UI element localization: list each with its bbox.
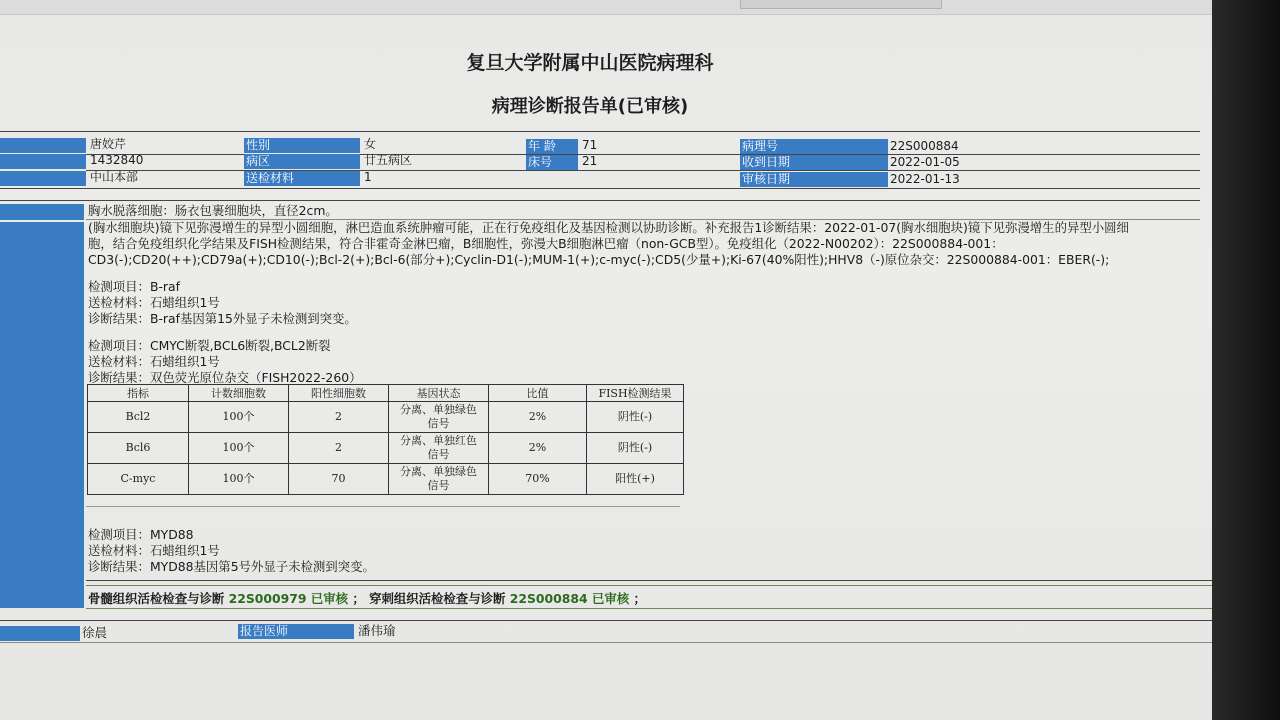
table-cell: 70% xyxy=(489,464,587,495)
related-status-1: 已审核 xyxy=(310,591,349,606)
braf-section xyxy=(88,279,357,328)
table-cell: Bcl2 xyxy=(88,402,189,433)
table-row xyxy=(88,402,684,433)
myd88-material: 送检材料：石蜡组织1号 xyxy=(88,543,220,559)
table-cell: 阴性(-) xyxy=(587,402,684,433)
table-cell: 分离、单独红色信号 xyxy=(389,433,489,464)
diagnosis-text xyxy=(88,220,1198,269)
name-label-bar xyxy=(0,138,86,153)
table-cell: 100个 xyxy=(189,464,289,495)
reviewed-label: 审核日期 xyxy=(740,172,888,187)
specimen-label: 送检材料 xyxy=(244,171,360,186)
table-cell: 70 xyxy=(289,464,389,495)
patient-ward: 廿五病区 xyxy=(364,153,413,167)
table-cell: 阴性(-) xyxy=(587,433,684,464)
doctor-label-bar xyxy=(0,626,80,641)
related-tests xyxy=(88,589,646,607)
braf-result: 诊断结果：B-raf基因第15外显子未检测到突变。 xyxy=(88,311,357,327)
id-label-bar xyxy=(0,154,86,169)
campus-label-bar xyxy=(0,171,86,186)
divider xyxy=(0,188,1200,189)
top-tab[interactable] xyxy=(740,0,942,9)
diagnosis-line: CD3(-);CD20(++);CD79a(+);CD10(-);Bcl-2(+);Bcl-6(部分+);Cyclin-D1(-);MUM-1(+);c-myc(-);CD5(少量+);Ki-67(40%阳性);HHV8（-)原位杂交：22S000884-001：EBER(-); xyxy=(88,252,1110,268)
myd88-result: 诊断结果：MYD88基因第5号外显子未检测到突变。 xyxy=(88,559,375,575)
braf-material: 送检材料：石蜡组织1号 xyxy=(88,295,220,311)
fish-table xyxy=(87,384,684,495)
monitor-bezel xyxy=(1212,0,1280,720)
myd88-item: 检测项目：MYD88 xyxy=(88,527,194,542)
column-header: 指标 xyxy=(88,385,189,402)
table-cell: 100个 xyxy=(189,433,289,464)
patient-name: 唐姣芹 xyxy=(90,137,127,151)
diagnosis-line: 胞，结合免疫组织化学结果及FISH检测结果，符合非霍奇金淋巴瘤，B细胞性，弥漫大B细胞淋巴瘤（non-GCB型）。免疫组化（2022-N00202）：22S000884-001： xyxy=(88,236,1004,252)
table-row xyxy=(88,433,684,464)
separator: ； xyxy=(633,591,646,606)
divider xyxy=(0,131,1200,132)
report-title: 病理诊断报告单(已审核) xyxy=(491,96,689,117)
fish-result: 诊断结果：双色荧光原位杂交（FISH2022-260） xyxy=(88,370,362,386)
fish-section xyxy=(88,338,361,387)
table-cell: 分离、单独绿色信号 xyxy=(389,402,489,433)
column-header: 比值 xyxy=(489,385,587,402)
related-item-1[interactable]: 骨髓组织活检检查与诊断 xyxy=(88,591,225,606)
diagnosis-line: (胸水细胞块)镜下见弥漫增生的异型小圆细胞，淋巴造血系统肿瘤可能，正在行免疫组化及基因检测以协助诊断。补充报告1诊断结果：2022-01-07(胸水细胞块)镜下见弥漫增生的异型小圆细 xyxy=(88,220,1129,235)
specimen-count: 1 xyxy=(364,170,372,184)
separator: ； xyxy=(352,591,365,606)
table-cell: 2 xyxy=(289,402,389,433)
column-header: 基因状态 xyxy=(389,385,489,402)
table-cell: 分离、单独绿色信号 xyxy=(389,464,489,495)
column-header: FISH检测结果 xyxy=(587,385,684,402)
table-cell: 2 xyxy=(289,433,389,464)
campus: 中山本部 xyxy=(90,170,139,184)
table-cell: 2% xyxy=(489,433,587,464)
braf-item: 检测项目：B-raf xyxy=(88,279,180,294)
divider xyxy=(86,506,680,507)
ward-label: 病区 xyxy=(244,154,360,169)
related-label-bar xyxy=(0,592,84,608)
related-no-1[interactable]: 22S000979 xyxy=(228,591,307,606)
table-cell: Bcl6 xyxy=(88,433,189,464)
gender-label: 性别 xyxy=(244,138,360,153)
pathology-no: 22S000884 xyxy=(890,139,959,153)
table-cell: 2% xyxy=(489,402,587,433)
related-item-2[interactable]: 穿刺组织活检检查与诊断 xyxy=(369,591,506,606)
report-doctor-label: 报告医师 xyxy=(238,624,354,639)
diagnosis-label-bar xyxy=(0,222,84,592)
patient-id: 1432840 xyxy=(90,153,144,167)
fish-material: 送检材料：石蜡组织1号 xyxy=(88,354,220,370)
bed-label: 床号 xyxy=(526,155,578,170)
received-date: 2022-01-05 xyxy=(890,155,960,169)
doctor-1: 徐晨 xyxy=(82,625,108,640)
gross-label-bar xyxy=(0,204,84,220)
divider xyxy=(0,620,1212,621)
column-header: 阳性细胞数 xyxy=(289,385,389,402)
hospital-title: 复旦大学附属中山医院病理科 xyxy=(466,52,714,74)
divider xyxy=(0,200,1200,201)
browser-top-bar xyxy=(0,0,1212,15)
report-doctor: 潘伟瑜 xyxy=(358,623,396,638)
myd88-section xyxy=(88,527,375,576)
related-status-2: 已审核 xyxy=(591,591,630,606)
patient-bed: 21 xyxy=(582,154,598,168)
reviewed-date: 2022-01-13 xyxy=(890,172,960,186)
table-cell: C-myc xyxy=(88,464,189,495)
related-no-2[interactable]: 22S000884 xyxy=(509,591,588,606)
patient-age: 71 xyxy=(582,138,598,152)
received-label: 收到日期 xyxy=(740,155,888,170)
age-label: 年 龄 xyxy=(526,139,578,154)
table-cell: 100个 xyxy=(189,402,289,433)
table-cell: 阳性(+) xyxy=(587,464,684,495)
divider xyxy=(86,580,1216,581)
column-header: 计数细胞数 xyxy=(189,385,289,402)
patient-gender: 女 xyxy=(364,137,377,151)
fish-item: 检测项目：CMYC断裂,BCL6断裂,BCL2断裂 xyxy=(88,338,331,353)
pathology-no-label: 病理号 xyxy=(740,139,888,154)
table-header-row xyxy=(88,385,684,402)
table-row xyxy=(88,464,684,495)
gross-description: 胸水脱落细胞：肠衣包裹细胞块，直径2cm。 xyxy=(88,203,338,218)
divider xyxy=(0,642,1212,643)
